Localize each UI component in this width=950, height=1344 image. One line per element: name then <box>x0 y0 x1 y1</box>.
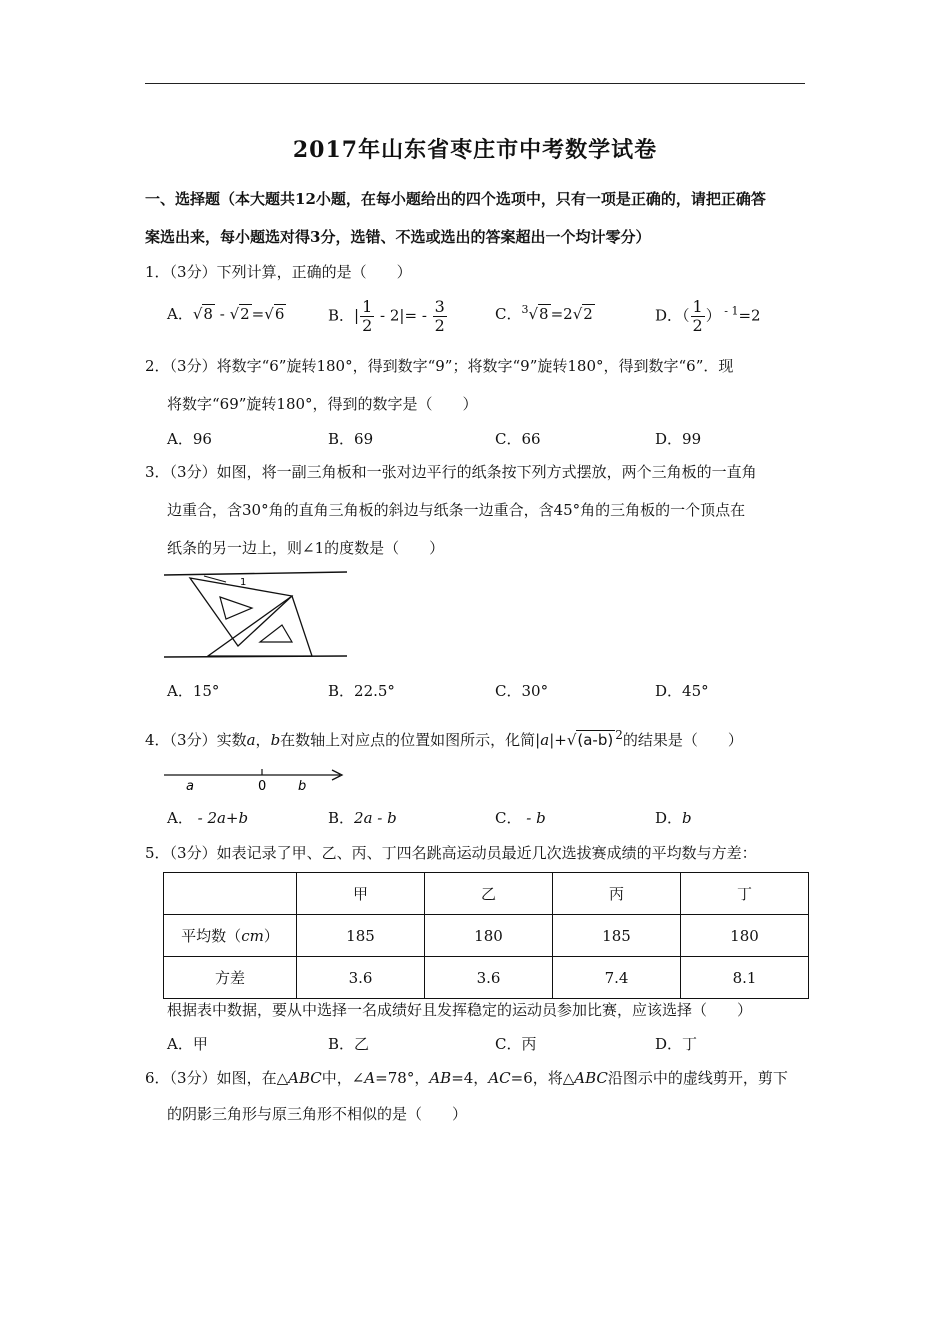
q1-stem: 1．（3分）下列计算，正确的是（ ） <box>145 263 412 281</box>
table-cell <box>164 873 297 915</box>
table-row <box>164 957 809 999</box>
table-row <box>164 915 809 957</box>
q3-line3: 纸条的另一边上，则∠1的度数是（ ） <box>167 539 445 557</box>
q5-after: 根据表中数据，要从中选择一名成绩好且发挥稳定的运动员参加比赛，应该选择（ ） <box>167 1001 753 1019</box>
table-cell: 3.6 <box>297 957 425 999</box>
q3-option-b: B．22.5° <box>328 682 395 700</box>
q6-line1: 6．（3分）如图，在△ABC中，∠A=78°，AB=4，AC=6，将△ABC沿图示中的虚线剪开，剪下 <box>145 1069 788 1087</box>
table-cell: 8.1 <box>681 957 809 999</box>
table-cell: 3.6 <box>425 957 553 999</box>
section-heading-line2: 案选出来，每小题选对得3分，选错、不选或选出的答案超出一个均计零分） <box>145 228 651 246</box>
table-cell: 丙 <box>553 873 681 915</box>
q3-figure <box>164 568 364 662</box>
q1-option-a: A．√8 - √2 =√6 <box>167 305 285 323</box>
angle-label: 1 <box>240 577 247 588</box>
table-row-label: 方差 <box>164 957 297 999</box>
q4-option-b: B．2a - b <box>328 809 397 827</box>
q1-option-b: B．| $\frac{1}{2}$ - 2|= - $\frac{3}{2}$ <box>328 297 445 335</box>
table-cell: 180 <box>681 915 809 957</box>
table-header-row <box>164 873 809 915</box>
page-title: 2017年山东省枣庄市中考数学试卷 <box>292 137 658 163</box>
table-cell: 185 <box>297 915 425 957</box>
table-cell: 7.4 <box>553 957 681 999</box>
triangle-30-inner <box>220 597 252 619</box>
q4-number-line <box>164 766 350 794</box>
triangle-30 <box>190 578 292 646</box>
q5-option-c: C．丙 <box>495 1035 537 1053</box>
q5-option-d: D．丁 <box>655 1035 698 1053</box>
q4-option-a: A． - 2a+b <box>167 809 249 827</box>
q2-line1: 2．（3分）将数字“6”旋转180°，得到数字“9”；将数字“9”旋转180°，得到数字“6”．现 <box>145 357 734 375</box>
q3-option-a: A．15° <box>167 682 220 700</box>
section-heading-line1: 一、选择题（本大题共12小题，在每小题给出的四个选项中，只有一项是正确的，请把正确答 <box>145 190 766 208</box>
q2-line2: 将数字“69”旋转180°，得到的数字是（ ） <box>167 395 478 413</box>
q5-table <box>163 872 809 999</box>
q2-option-a: A．96 <box>167 430 212 448</box>
q3-line1: 3．（3分）如图，将一副三角板和一张对边平行的纸条按下列方式摆放，两个三角板的一直角 <box>145 463 757 481</box>
table-cell: 乙 <box>425 873 553 915</box>
q3-line2: 边重合，含30°角的直角三角板的斜边与纸条一边重合，含45°角的三角板的一个顶点在 <box>167 501 746 519</box>
q4-option-c: C． - b <box>495 809 546 827</box>
triangle-45-inner <box>260 625 292 642</box>
q3-option-c: C．30° <box>495 682 549 700</box>
q2-option-d: D．99 <box>655 430 702 448</box>
table-row-label: 平均数（cm） <box>164 915 297 957</box>
q4-option-d: D．b <box>655 809 692 827</box>
header-rule <box>145 83 805 84</box>
q1-option-c: C．$^3$√8 =2√2 <box>495 303 593 323</box>
q4-stem: 4．（3分）实数a，b在数轴上对应点的位置如图所示，化简|a|+√(a-b) $^2$的结果是（ ） <box>145 728 743 749</box>
strip-top-edge <box>164 572 347 575</box>
table-cell: 丁 <box>681 873 809 915</box>
q2-option-c: C．66 <box>495 430 541 448</box>
q2-option-b: B．69 <box>328 430 374 448</box>
table-cell: 甲 <box>297 873 425 915</box>
q3-option-d: D．45° <box>655 682 709 700</box>
q5-option-a: A．甲 <box>167 1035 208 1053</box>
q5-stem: 5．（3分）如表记录了甲、乙、丙、丁四名跳高运动员最近几次选拔赛成绩的平均数与方差： <box>145 844 757 862</box>
table-cell: 185 <box>553 915 681 957</box>
q5-option-b: B．乙 <box>328 1035 370 1053</box>
axis-label-b: b <box>298 779 307 794</box>
axis-label-a: a <box>186 779 194 794</box>
table-cell: 180 <box>425 915 553 957</box>
q6-line2: 的阴影三角形与原三角形不相似的是（ ） <box>167 1105 468 1123</box>
q1-option-d: D．（ $\frac{1}{2}$ ） $^{- 1}$=2 <box>655 297 761 335</box>
axis-label-zero: 0 <box>258 779 267 794</box>
